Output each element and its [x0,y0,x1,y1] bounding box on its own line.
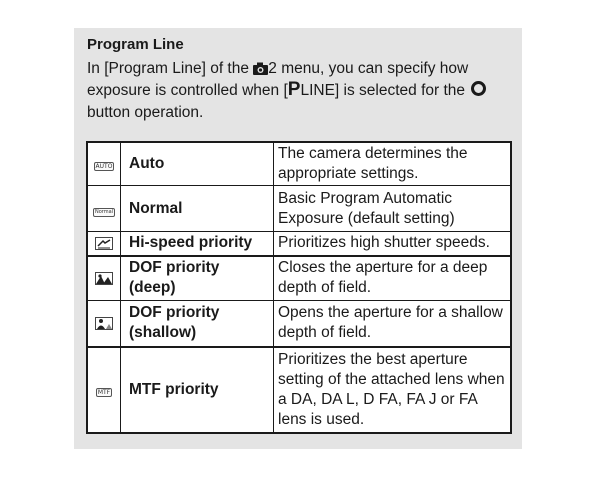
dof-shallow-icon [87,301,121,347]
table-row [87,142,511,186]
section-title: Program Line [87,36,184,53]
dof-deep-icon [87,256,121,301]
intro-paragraph [87,58,510,124]
auto-badge: AUTO [95,163,113,170]
normal-badge: Normal [94,208,114,215]
intro-text-4: button operation. [87,104,204,121]
intro-text-1: In [Program Line] of the [87,60,254,77]
table-row [87,301,511,347]
intro-text-2: menu, you can specify how exposure is controlled when [ [87,60,469,99]
option-name: Hi-speed priority [121,232,274,256]
option-description: Closes the aperture for a deep depth of field. [274,256,512,301]
hi-speed-icon [87,232,121,256]
option-description: Prioritizes the best aperture setting of the attached lens when a DA, DA L, D FA, FA J or FA lens is used. [274,347,512,433]
option-name: MTF priority [121,347,274,433]
table-row [87,256,511,301]
table-row [87,186,511,232]
o-button-icon [471,81,486,96]
option-name: DOF priority (deep) [121,256,274,301]
option-description: The camera determines the appropriate settings. [274,142,512,186]
option-name: Normal [121,186,274,232]
option-description: Opens the aperture for a shallow depth of field. [274,301,512,347]
menu-number: 2 [268,60,277,77]
option-name: Auto [121,142,274,186]
intro-text-3: LINE] is selected for the [300,82,470,99]
table-row [87,347,511,433]
option-name: DOF priority (shallow) [121,301,274,347]
program-line-table [86,141,512,434]
pline-p-letter: P [287,79,301,100]
table-row [87,232,511,256]
auto-icon [87,142,121,186]
program-line-section [74,28,522,449]
camera-icon [253,62,268,75]
normal-icon [87,186,121,232]
mtf-badge: MTF [97,388,111,396]
mtf-icon [87,347,121,433]
option-description: Prioritizes high shutter speeds. [274,232,512,256]
option-description: Basic Program Automatic Exposure (default setting) [274,186,512,232]
